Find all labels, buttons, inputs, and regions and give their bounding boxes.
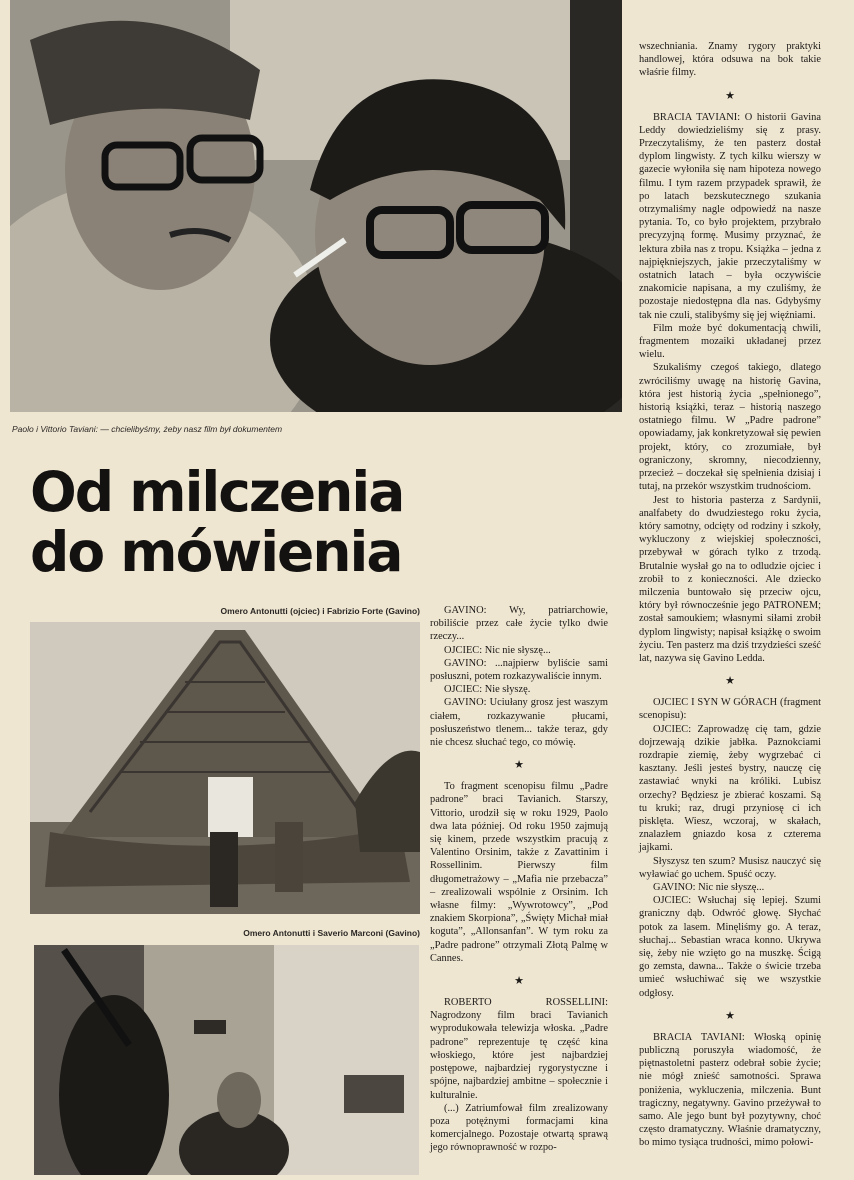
paragraph: wszechniania. Znamy rygory praktyki handlowej, która odsuwa na bok takie właśrie filmy. — [639, 41, 821, 79]
paragraph: ROBERTO ROSSELLINI: Nagrodzony film braci Tavianich wyprodukowała telewizja włoska. „Padre padrone” reprezentuje tę część kina włoskiego, które jest najbardziej postępowe, najbardziej rygorystyczne i spójne, najbardziej ambitne – społecznie i kulturalnie. — [430, 997, 608, 1101]
middle-column — [430, 604, 608, 1155]
photo-hut — [30, 622, 420, 914]
paragraph: GAVINO: ...najpierw byliście sami posłuszni, potem rozkazywaliście innym. — [430, 657, 608, 683]
section-star: ★ — [514, 975, 524, 988]
caption-hut-photo: Omero Antonutti (ojciec) i Fabrizio Forte (Gavino) — [220, 606, 420, 616]
paragraph: OJCIEC: Zaprowadzę cię tam, gdzie dojrzewają dzikie jabłka. Paznokciami rozdrapie ziemię, żeby wygrzebać ci kasztany. Jeśli jesteś bystry, nauczę cię zastawiać wnyki na króliki. Lubisz orzechy? Będziesz je zbierać koszami. Są tu kruki; raz, drugi przyniosę ci ich pisklęta. Wiesz, wczoraj, w skałach, znalazłem gniazdo kosa z czterema jajkami. — [639, 723, 821, 854]
paragraph: BRACIA TAVIANI: Włoską opinię publiczną poruszyła wiadomość, że piętnastoletni pasterz odebrał sobie życie; nie mógł znieść samotności. Sprawa poniżenia, wykluczenia, milczenia. Bunt tragiczny, negatywny. Gavino przeżywał to samo. Ale jego bunt był pozytywny, choć często dramatyczny. Właśnie dramatyczny, bo mimo tysiąca trudności, mimo połowi- — [639, 1031, 821, 1149]
photo-taviani-brothers — [10, 0, 622, 412]
paragraph: GAVINO: Nic nie słyszę... — [653, 881, 765, 893]
paragraph: OJCIEC: Nic nie słyszę... — [444, 644, 551, 656]
section-star: ★ — [725, 89, 735, 102]
headline-line-2: do mówienia — [30, 520, 402, 584]
paragraph: OJCIEC: Wsłuchaj się lepiej. Szumi graniczny dąb. Odwróć głowę. Słychać potok za lasem. Minęliśmy go. A teraz, słuchaj... Sebastian wraca konno. Ukrywa się, żeby nie wzięto go na muszkę. Ścigą go zemsta, dawna... Także o świcie trzeba umieć wsłuchiwać się we wszystkie odgłosy. — [639, 895, 821, 999]
caption-interior-photo: Omero Antonutti i Saverio Marconi (Gavino) — [243, 928, 420, 938]
headline-line-1: Od milczenia — [30, 460, 404, 524]
paragraph: Jest to historia pasterza z Sardynii, analfabety do dwudziestego roku życia, który samotny, odcięty od rodziny i szkoły, wykluczony z wiejskiej społeczności, przebywał w górach tylko z trzodą. Brutalnie wysłał go na to odludzie ojciec i zrobił to z konieczności. Ale dziecko milczenia buntowało się przeciw ojcu, który był równocześnie jego PATRONEM; został samoukiem; własnymi siłami zrobił dyplom lingwisty; napisał książkę o swoim życiu. Ten pasterz ma dziś trzydzieści sześć lat, nazywa się Gavino Ledda. — [639, 494, 821, 664]
section-star: ★ — [725, 1009, 735, 1022]
photo-interior — [34, 945, 419, 1175]
paragraph: Słyszysz ten szum? Musisz nauczyć się wyławiać go uchem. Spuść oczy. — [639, 855, 821, 880]
paragraph: OJCIEC: Nie słyszę. — [444, 684, 531, 696]
paragraph: GAVINO: Uciułany grosz jest waszym ciałem, rozkazywanie płucami, posłuszeństwo tlenem... także teraz, gdy nie chcesz słuchać tego, co mówię. — [430, 697, 608, 749]
paragraph: Film może być dokumentacją chwili, fragmentem mozaiki układanej przez wielu. — [639, 322, 821, 361]
right-column — [639, 40, 821, 1150]
article-headline — [30, 462, 403, 582]
paragraph: Szukaliśmy czegoś takiego, dlatego zwróciliśmy uwagę na historię Gavina, która jest historią życia „spełnionego”, historią książki, teraz – historią naszego ostatniego filmu. W „Padre padrone” opowiadamy, jak konkretyzował się pewien projekt, który, co zrozumiałe, był ograniczony, skromny, niecodzienny, przecież – doczekał się spełnienia dzisiaj i tutaj, na przekór wszystkim trudnościom. — [639, 362, 821, 493]
paragraph: OJCIEC I SYN W GÓRACH (fragment scenopisu): — [639, 697, 821, 722]
paragraph: To fragment scenopisu filmu „Padre padrone” braci Tavianich. Starszy, Vittorio, urodził się w roku 1929, Paolo dwa lata później. Od roku 1950 zajmują się kinem, przede wszystkim pracują z Valentino Orsinim, także z Zavattinim i Rossellinim. Pierwszy film długometrażowy – „Mafia nie przebacza” – zrealizowali wspólnie z Orsinim. Ich własne filmy: „Wywrotowcy”, „Pod znakiem Skorpiona”, „Święty Michał miał koguta”, „Allonsanfan”. W tym roku za „Padre padrone” otrzymali Złotą Palmę w Cannes. — [430, 781, 608, 964]
section-star: ★ — [514, 759, 524, 772]
paragraph: (...) Zatriumfował film zrealizowany poza potężnymi formacjami kina komercjalnego. Pozostaje otwartą sprawą jego równoprawność w rozpo- — [430, 1102, 608, 1154]
section-star: ★ — [725, 675, 735, 688]
paragraph: GAVINO: Wy, patriarchowie, robiliście przez całe życie tylko dwie rzeczy... — [430, 605, 608, 643]
paragraph: BRACIA TAVIANI: O historii Gavina Leddy dowiedzieliśmy się z prasy. Przeczytaliśmy, że ten pasterz dostał dyplom lingwisty. Z tych kilku wierszy w gazecie wyłoniła się nam hipoteza nowego filmu. I tym razem przypadek sprawił, że po latach bezskutecznego szukania otrzymaliśmy nagle odpowiedź na nasze pytania. To, co było projektem, przybrało precyzyjną formę. Musimy przyznać, że lektura zbiła nas z tropu. Książka – jedna z najpiękniejszych, jakie przeczytaliśmy w ostatnich latach – była oczywiście znakomicie napisana, a my czuliśmy, że pozostaje niedostępna dla nas. Gdybyśmy tak nie czuli, stalibyśmy się jej więźniami. — [639, 111, 821, 321]
caption-top-photo: Paolo i Vittorio Taviani: — chcielibyśmy, żeby nasz film był dokumentem — [12, 424, 283, 434]
